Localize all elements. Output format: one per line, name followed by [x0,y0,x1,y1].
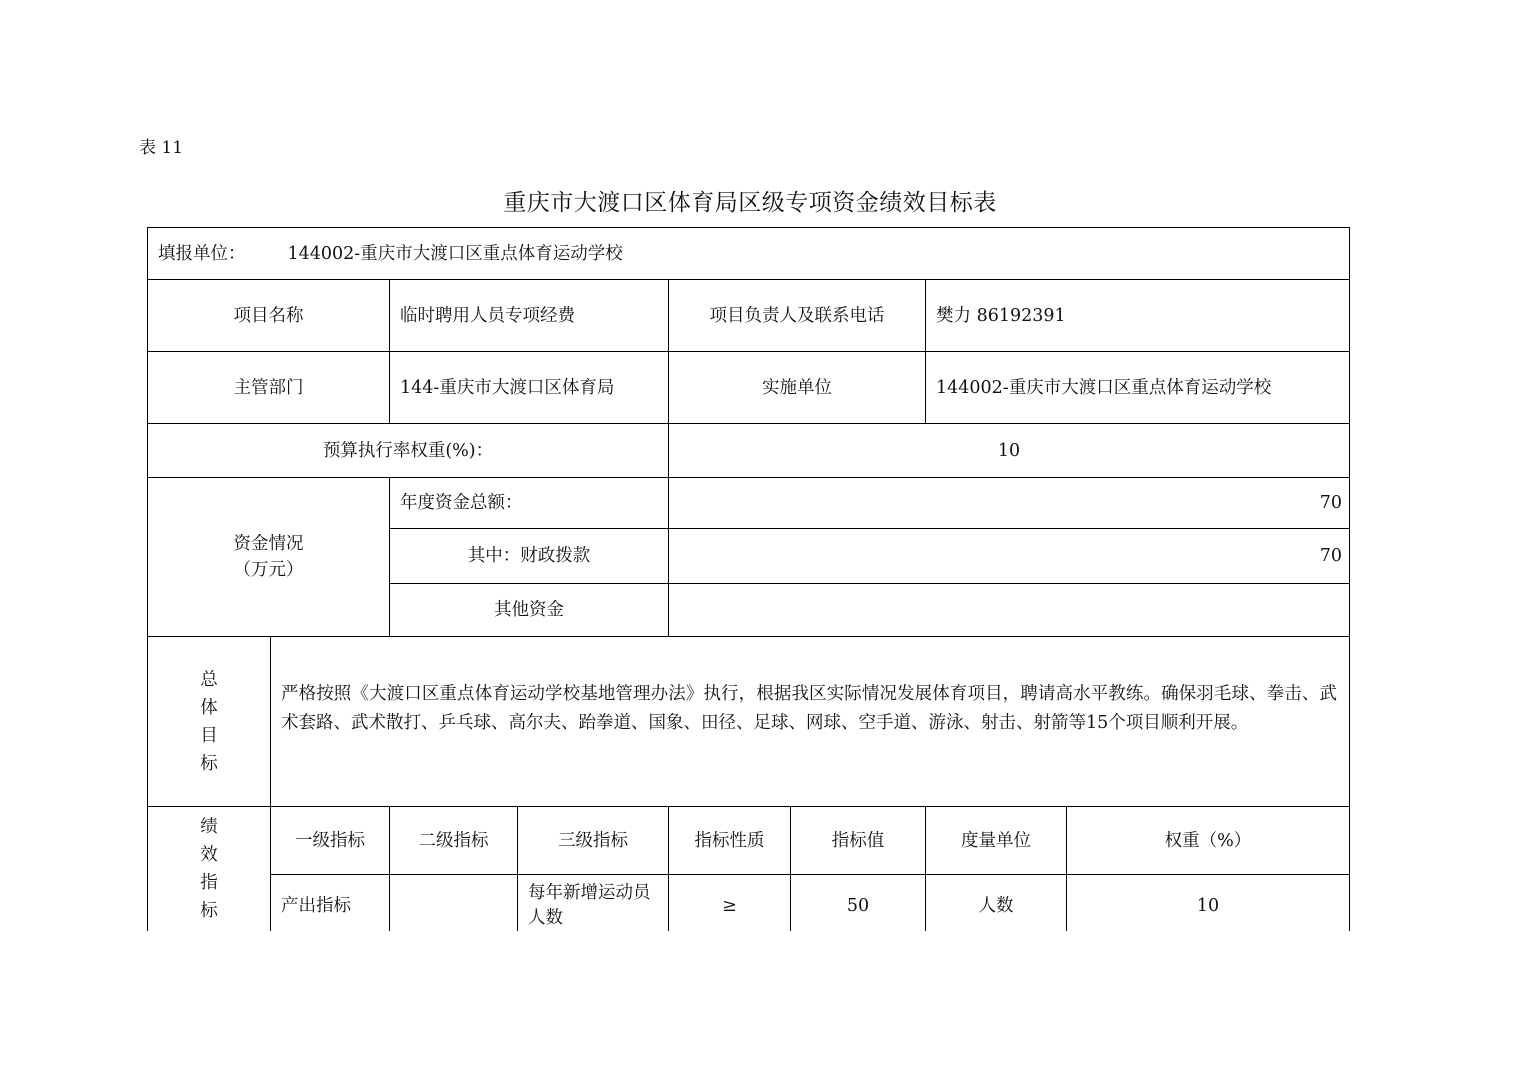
annual-total-value: 70 [668,477,1349,528]
project-name-label: 项目名称 [147,279,389,351]
overall-goal-text: 严格按照《大渡口区重点体育运动学校基地管理办法》执行，根据我区实际情况发展体育项目，聘请高水平教练。确保羽毛球、拳击、武术套路、武术散打、乒乓球、高尔夫、跆拳道、国象、田径、足球、网球、空手道、游泳、射击、射箭等15个项目顺利开展。 [270,636,1349,806]
page-title: 重庆市大渡口区体育局区级专项资金绩效目标表 [503,190,997,216]
budget-rate-label: 预算执行率权重(%)： [147,423,668,477]
fill-unit-label: 填报单位： [158,243,246,264]
header-unit: 度量单位 [925,806,1066,874]
indicators-label [147,806,270,931]
header-level2: 二级指标 [389,806,517,874]
table-right-border [1349,227,1350,931]
indicators-label-char: 效 [200,845,218,865]
header-weight: 权重（%） [1066,806,1349,874]
row-unit: 人数 [925,874,1066,931]
department-value: 144-重庆市大渡口区体育局 [389,351,668,423]
row-weight: 10 [1066,874,1349,931]
performance-target-table [147,227,1350,931]
goal-label-char: 体 [200,697,218,718]
project-contact-value: 樊力 86192391 [925,279,1349,351]
project-name-value: 临时聘用人员专项经费 [389,279,668,351]
fill-unit-row [147,227,1349,279]
indicators-label-char: 标 [200,901,218,921]
header-level3: 三级指标 [517,806,668,874]
header-nature: 指标性质 [668,806,790,874]
funds-label-line1: 资金情况 [233,534,304,554]
other-funds-label: 其他资金 [389,583,668,636]
row-level1: 产出指标 [270,874,389,931]
annual-total-label: 年度资金总额： [389,477,668,528]
row-level2 [389,874,517,931]
funds-label [147,477,389,636]
fiscal-allocation-label: 其中：财政拨款 [389,528,668,583]
fill-unit-value: 144002-重庆市大渡口区重点体育运动学校 [287,243,623,264]
goal-label-char: 总 [200,669,218,690]
project-contact-label: 项目负责人及联系电话 [668,279,925,351]
row-level3: 每年新增运动员人数 [517,874,668,931]
overall-goal-label [147,636,270,806]
header-level1: 一级指标 [270,806,389,874]
implementing-unit-label: 实施单位 [668,351,925,423]
budget-rate-value: 10 [668,423,1349,477]
row-nature: ≥ [668,874,790,931]
funds-label-line2: （万元） [233,560,304,580]
header-value: 指标值 [790,806,925,874]
implementing-unit-value: 144002-重庆市大渡口区重点体育运动学校 [925,351,1349,423]
other-funds-value [668,583,1349,636]
row-value: 50 [790,874,925,931]
indicators-label-char: 指 [200,873,218,893]
department-label: 主管部门 [147,351,389,423]
table-number: 表 11 [139,138,184,158]
goal-label-char: 目 [200,725,218,746]
goal-label-char: 标 [200,753,218,774]
fiscal-allocation-value: 70 [668,528,1349,583]
indicators-label-char: 绩 [200,817,218,837]
